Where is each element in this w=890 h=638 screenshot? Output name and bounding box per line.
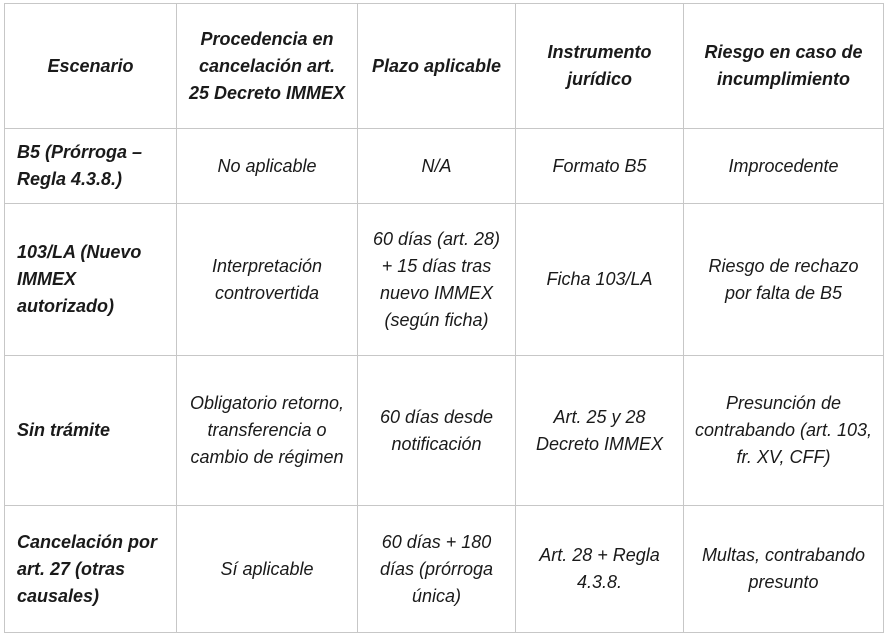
cell-escenario: Cancelación por art. 27 (otras causales) <box>5 506 177 633</box>
cell-plazo: 60 días desde notificación <box>358 356 516 506</box>
cell-plazo: 60 días + 180 días (prórroga única) <box>358 506 516 633</box>
cell-escenario: 103/LA (Nuevo IMMEX autorizado) <box>5 204 177 356</box>
cell-instrumento: Ficha 103/LA <box>516 204 684 356</box>
comparison-table <box>4 3 884 633</box>
header-instrumento: Instrumento jurídico <box>516 4 684 129</box>
header-riesgo: Riesgo en caso de incumplimiento <box>684 4 884 129</box>
cell-instrumento: Formato B5 <box>516 129 684 204</box>
header-procedencia: Procedencia en cancelación art. 25 Decreto IMMEX <box>177 4 358 129</box>
cell-plazo: 60 días (art. 28) + 15 días tras nuevo IMMEX (según ficha) <box>358 204 516 356</box>
header-plazo: Plazo aplicable <box>358 4 516 129</box>
table-row <box>5 204 884 356</box>
header-escenario: Escenario <box>5 4 177 129</box>
cell-instrumento: Art. 25 y 28 Decreto IMMEX <box>516 356 684 506</box>
cell-riesgo: Improcedente <box>684 129 884 204</box>
cell-riesgo: Riesgo de rechazo por falta de B5 <box>684 204 884 356</box>
header-row <box>5 4 884 129</box>
cell-procedencia: Obligatorio retorno, transferencia o cambio de régimen <box>177 356 358 506</box>
table-row <box>5 506 884 633</box>
cell-instrumento: Art. 28 + Regla 4.3.8. <box>516 506 684 633</box>
cell-riesgo: Multas, contrabando presunto <box>684 506 884 633</box>
cell-procedencia: Sí aplicable <box>177 506 358 633</box>
table-row <box>5 356 884 506</box>
cell-escenario: B5 (Prórroga – Regla 4.3.8.) <box>5 129 177 204</box>
cell-riesgo: Presunción de contrabando (art. 103, fr. XV, CFF) <box>684 356 884 506</box>
cell-procedencia: Interpretación controvertida <box>177 204 358 356</box>
cell-plazo: N/A <box>358 129 516 204</box>
table-row <box>5 129 884 204</box>
cell-escenario: Sin trámite <box>5 356 177 506</box>
cell-procedencia: No aplicable <box>177 129 358 204</box>
